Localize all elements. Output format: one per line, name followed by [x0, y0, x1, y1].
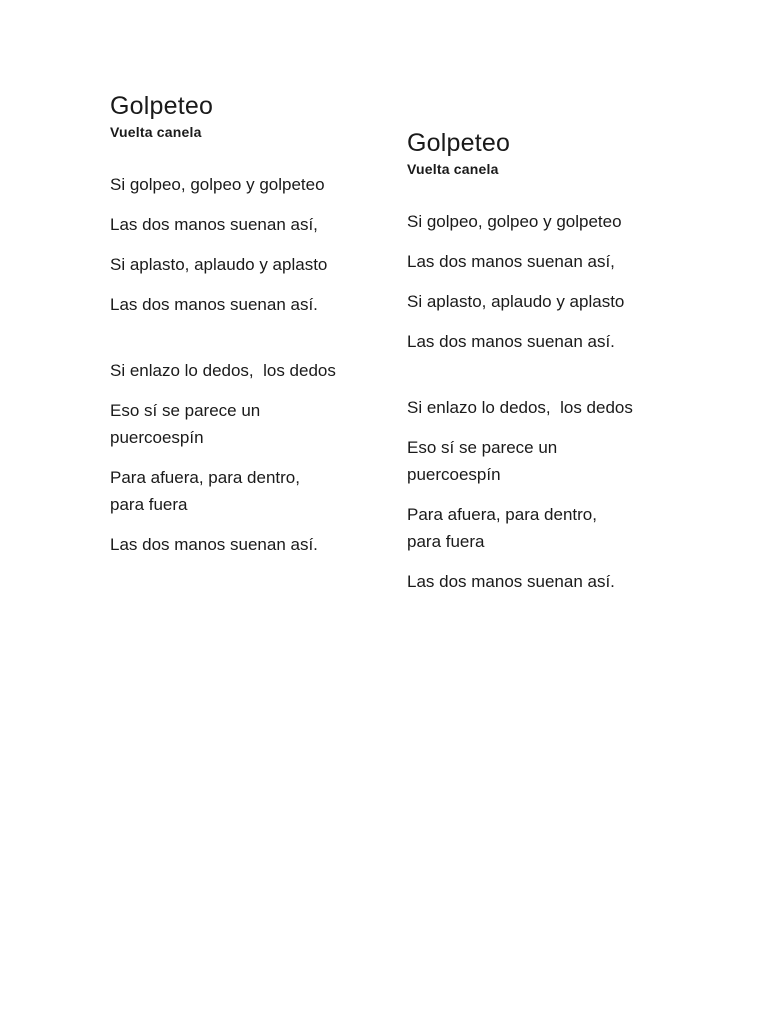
stanza-1: [407, 208, 697, 355]
lyric-line: Las dos manos suenan así.: [407, 572, 615, 591]
lyric-line: Si aplasto, aplaudo y aplasto: [407, 292, 625, 311]
song-subtitle: Vuelta canela: [110, 124, 202, 140]
lyric-line: Las dos manos suenan así.: [110, 295, 318, 314]
lyric-line: Las dos manos suenan así,: [407, 252, 615, 271]
stanza-gap: [110, 331, 400, 357]
lyric-line: Si enlazo lo dedos, los dedos: [110, 361, 336, 380]
lyric-line: Si enlazo lo dedos, los dedos: [407, 398, 633, 417]
song-title: Golpeteo: [407, 129, 511, 157]
song-title: Golpeteo: [110, 92, 214, 120]
song-subtitle: Vuelta canela: [407, 161, 499, 177]
lyric-line: Si golpeo, golpeo y golpeteo: [110, 175, 325, 194]
lyric-line: Eso sí se parece un puercoespín: [407, 438, 558, 484]
song-copy-left: [110, 88, 400, 571]
lyric-line: Para afuera, para dentro, para fuera: [110, 468, 300, 514]
lyric-line: Para afuera, para dentro, para fuera: [407, 505, 597, 551]
lyric-line: Las dos manos suenan así.: [407, 332, 615, 351]
lyric-line: Eso sí se parece un puercoespín: [110, 401, 261, 447]
lyric-line: Las dos manos suenan así,: [110, 215, 318, 234]
stanza-gap: [407, 368, 697, 394]
song-copy-right: [407, 125, 697, 608]
stanza-2: [110, 357, 400, 558]
stanza-1: [110, 171, 400, 318]
lyric-line: Si golpeo, golpeo y golpeteo: [407, 212, 622, 231]
stanza-2: [407, 394, 697, 595]
lyric-line: Si aplasto, aplaudo y aplasto: [110, 255, 328, 274]
lyric-line: Las dos manos suenan así.: [110, 535, 318, 554]
